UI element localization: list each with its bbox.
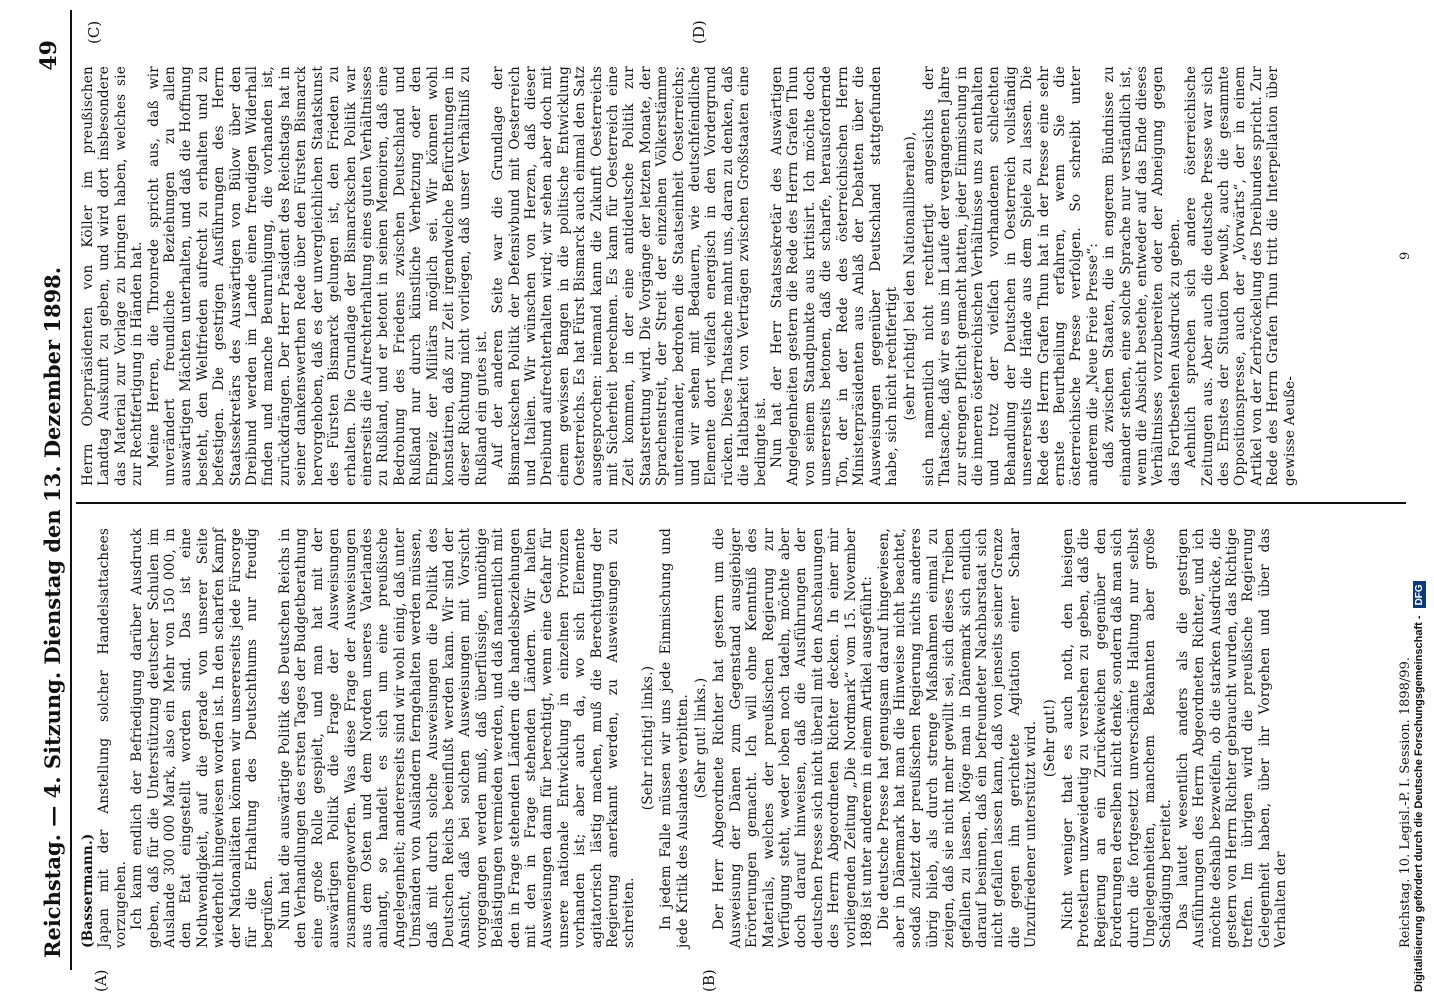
interjection: (Sehr gut! links.) bbox=[693, 677, 710, 799]
speaker-label: (Bassermann.) bbox=[80, 833, 96, 948]
margin-mark-c: (C) bbox=[85, 20, 103, 44]
interjection: (Sehr gut!) bbox=[1041, 698, 1058, 778]
paragraph: Meine Herren, die Thronrede spricht aus, daß wir unverändert freundliche Beziehungen zu allen auswärtigen Mächten unterhalten, und daß die Hoffnung besteht, den Weltfrieden aufrecht zu erhalten und zu befestigen. Die gestrigen Ausführungen des Herrn Staatssekretärs des Auswärtigen von Bülow über den Dreibund werden im Lande einen freudigen Widerhall finden und manche Beunruhigung, die vorhanden ist, zurückdrängen. Der Herr Präsident des Reichstags hat in seiner dankenswerthen Rede über den Fürsten Bismarck hervorgehoben, daß es der unvergleichlichen Staatskunst des Fürsten Bismarck gelungen ist, den Frieden zu erhalten. Die Grundlage der Bismarckschen Politik war einerseits die Aufrechterhaltung eines guten Verhältnisses zu Rußland, und er betont in seinen Memoiren, daß eine Bedrohung des Friedens zwischen Deutschland und Rußland nur durch künstliche Verhetzung oder den Ehrgeiz der Militärs möglich sei. Wir können wohl konstatiren, daß zur Zeit irgendwelche Befürchtungen in dieser Richtung nicht vorliegen, daß unser Verhältniß zu Rußland ein gutes ist. bbox=[145, 66, 490, 486]
right-footer: 9 bbox=[1398, 251, 1413, 260]
dfg-logo: DFG bbox=[1413, 581, 1426, 608]
paragraph: Ich kann endlich der Befriedigung darüber Ausdruck geben, daß für die Unterstützung deutscher Schulen im Auslande 300 000 Mark, also ein Mehr von 150 000, in den Etat eingestellt worden sind. Das ist eine Nothwendigkeit, auf die gerade von unserer Seite wiederholt hingewiesen worden ist. In den scharfen Kampf der Nationalitäten können wir unsererseits jede Fürsorge für die Erhaltung des Deutschthums nur freudig begrüßen. bbox=[129, 528, 277, 948]
paragraph: sich namentlich nicht rechtfertigt angesichts der Thatsache, daß wir es uns im Laufe der vergangenen Jahre zur strengen Pflicht gemacht hatten, jeder Einmischung in die inneren österreichischen Verhältnisse uns zu enthalten und trotz der vielfach vorhandenen schlechten Behandlung der Deutschen in Oesterreich vollständig unsererseits die Hände aus dem Spiele zu lassen. Die Rede des Herrn Grafen Thun hat in der Presse eine sehr ernste Beurtheilung erfahren, wenn Sie die österreichische Presse verfolgen. So schreibt unter anderem die „Neue Freie Presse“: bbox=[920, 66, 1101, 486]
paragraph: Herrn Oberpräsidenten von Köller im preußischen Landtag Auskunft zu geben, und wird dort insbesondere das Material zur Vorlage zu bringen haben, welches sie zur Rechtfertigung in Händen hat. bbox=[80, 66, 146, 486]
margin-mark-b: (B) bbox=[700, 969, 718, 992]
interjection: (Sehr richtig! links.) bbox=[639, 665, 656, 811]
paragraph: Aehnlich sprechen sich andere österreichische Zeitungen aus. Aber auch die deutsche Presse war sich des Ernstes der Situation bewußt, auch die gesammte Oppositionspresse, auch der „Vorwärts“, der in einem Artikel von der Zerbröckelung des Dreibundes spricht. Zur Rede des Herrn Grafen Thun tritt die Interpellation über gewisse Aeuße- bbox=[1183, 66, 1298, 486]
paragraph: Das lautet wesentlich anders als die gestrigen Ausführungen des Herrn Abgeordneten Richter, und ich möchte deshalb bezweifeln, ob die starken Ausdrücke, die gestern von Herrn Richter gebraucht wurden, das Richtige treffen. Im übrigen wird die preußische Regierung Gelegenheit haben, über ihr Vorgehen und über das Verhalten der bbox=[1174, 528, 1290, 948]
header-rule bbox=[70, 10, 72, 970]
page-header bbox=[22, 30, 68, 970]
header-title: Reichstag. — 4. Sitzung. Dienstag den 13. Dezember 1898. bbox=[40, 266, 65, 958]
paragraph: Auf der anderen Seite war die Grundlage der Bismarckschen Politik der Defensivbund mit Oesterreich und Italien. Wir wünschen von Herzen, daß dieser Dreibund aufrechterhalten wird; wir sehen aber doch mit einem gewissen Bangen in die politische Entwicklung Oesterreichs. Es hat Fürst Bismarck auch einmal den Satz ausgesprochen: niemand kann die Zukunft Oesterreichs mit Sicherheit berechnen. Es kann für Oesterreich eine Zeit kommen, in der eine antideutsche Politik zur Staatsrettung wird. Die Vorgänge der letzten Monate, der Sprachenstreit, der Streit der einzelnen Völkerstämme untereinander, bedrohen die Staatseinheit Oesterreichs; und wir sehen mit Bedauern, wie deutschfeindliche Elemente dort vielfach energisch in den Vordergrund rücken. Diese Thatsache mahnt uns, daran zu denken, daß die Haltbarkeit von Verträgen zwischen Großstaaten eine bedingte ist. bbox=[490, 66, 769, 486]
quote-paragraph: daß zwischen Staaten, die in engerem Bündnisse zu einander stehen, eine solche Sprache nur verständlich ist, wenn die Absicht bestehe, entweder auf das Ende dieses Verhältnisses vorzubereiten oder der Abneigung gegen das Fortbestehen Ausdruck zu geben. bbox=[1101, 66, 1183, 486]
credit-text: Digitalisierung gefördert durch die Deutsche Forschungsgemeinschaft - bbox=[1413, 615, 1425, 992]
side-credit bbox=[1405, 6, 1433, 998]
paragraph: Nun hat die auswärtige Politik des Deutschen Reichs in den Verhandlungen des ersten Tages der Budgetberathung eine große Rolle gespielt, und man hat mit der auswärtigen Politik die Frage der Ausweisungen zusammengeworfen. Was diese Frage der Ausweisungen aus dem Osten und dem Norden unseres Vaterlandes anlangt, so handelt es sich um eine preußische Angelegenheit; andererseits sind wir wohl einig, daß unter Umständen von Ausländern ferngehalten werden müssen, daß mit durch solche Ausweisungen die Politik des Deutschen Reichs beeinflußt werden kann. Wir sind der Ansicht, daß bei solchen Ausweisungen mit Vorsicht vorgegangen werden muß, daß überflüssige, unnöthige Belästigungen vermieden werden, und daß namentlich mit den in Frage stehenden Ländern die handelsbeziehungen mit den in Frage stehenden Ländern. Wir halten Ausweisungen dann für berechtigt, wenn eine Gefahr für unsere nationale Entwicklung in einzelnen Provinzen vorhanden ist; aber auch da, wo sich Elemente agitatorisch lästig machen, muß die Berechtigung der Regierung anerkannt werden, zu Ausweisungen zu schreiten. bbox=[276, 528, 638, 948]
right-column bbox=[80, 66, 1298, 486]
quote-paragraph: Nicht weniger that es auch noth, den hiesigen Protestlern unzweideutig zu verstehen zu geben, daß die Regierung an ein Zurückweichen gegenüber den Forderungen derselben nicht denke, sondern daß man sich durch die fortgesetzt unverschämte Haltung nur selbst Ungelegenheiten, manchem Bekannten aber große Schädigung bereitet. bbox=[1059, 528, 1175, 948]
margin-mark-a: (A) bbox=[92, 969, 110, 992]
paragraph: Der Herr Abgeordnete Richter hat gestern um die Ausweisung der Dänen zum Gegenstand ausgiebiger Erörterungen gemacht. Ich will ohne Kenntniß des Materials, welches der preußischen Regierung zur Verfügung steht, weder loben noch tadeln, möchte aber doch darauf hinweisen, daß die Ausführungen der deutschen Presse sich nicht überall mit den Anschauungen des Herrn Abgeordneten Richter decken. In einer mir vorliegenden Zeitung „Die Nordmark“ vom 15. November 1898 ist unter anderem in einem Artikel ausgeführt: bbox=[711, 528, 876, 948]
paragraph: Japan mit der Anstellung solcher Handelsattachees vorzugehen. bbox=[96, 528, 129, 948]
page-number: 49 bbox=[36, 40, 62, 71]
left-column bbox=[80, 528, 1290, 948]
quote-paragraph: Die deutsche Presse hat genugsam darauf hingewiesen, aber in Dänemark hat man die Hinweise nicht beachtet, sodaß zuletzt der preußischen Regierung nichts anderes übrig blieb, als durch strenge Maßnahmen einmal zu zeigen, daß sie nicht mehr gewillt sei, sich dieses Treiben gefallen zu lassen. Möge man in Dänemark sich endlich darauf besinnen, daß ein befreundeter Nachbarstaat sich nicht gefallen lassen kann, daß von jenseits seiner Grenze die gegen ihn gerichtete Agitation einer Schaar Unzufriedener unterstützt wird. bbox=[875, 528, 1040, 948]
interjection: (sehr richtig! bei den Nationalliberalen), bbox=[902, 131, 919, 421]
margin-mark-d: (D) bbox=[690, 20, 708, 44]
paragraph: Nun hat der Herr Staatssekretär des Auswärtigen Angelegenheiten gestern die Rede des Herrn Grafen Thun von seinem Standpunkte aus kritisirt. Ich möchte doch unsererseits betonen, daß die scharfe, herausfordernde Ton, der in der Rede des österreichischen Herrn Ministerpräsidenten aus Anlaß der Debatten über die Ausweisungen gegenüber Deutschland stattgefunden habe, sich nicht rechtfertigt bbox=[769, 66, 900, 486]
column-divider bbox=[76, 502, 1406, 504]
paragraph: In jedem Falle müssen wir uns jede Einmischung und jede Kritik des Auslandes verbitten. bbox=[658, 528, 691, 948]
left-footer: Reichstag. 10. Legisl.-P. I. Session. 1898/99. bbox=[1398, 657, 1413, 948]
